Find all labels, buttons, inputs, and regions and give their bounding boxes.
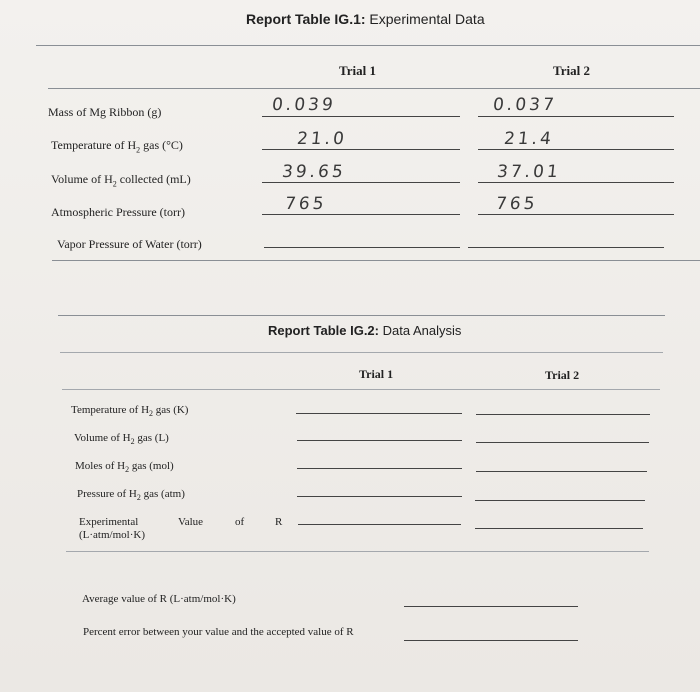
- table1-mass-trial1-line: [262, 116, 460, 117]
- table1-temp-trial1-line: [262, 149, 460, 150]
- table2-exp-r-label: R: [275, 516, 283, 528]
- table2-top-rule: [58, 315, 665, 316]
- table2-exp-r-label: of: [235, 516, 245, 528]
- table1-volume-trial1-line: [262, 182, 460, 183]
- table1-bottom-rule: [52, 260, 700, 261]
- percent-error-line: [404, 640, 578, 641]
- table1-temp-trial2-line: [478, 149, 674, 150]
- table2-row-label: Pressure of $H_2$ gas (atm): [77, 488, 185, 503]
- percent-error-label: Percent error between your value and the accepted value of R: [83, 626, 354, 638]
- table2-trial1-header: Trial 1: [359, 367, 394, 381]
- table2-exp-r-trial1-line: [298, 524, 461, 525]
- table1-row-label: Mass of Mg Ribbon (g): [48, 105, 162, 119]
- table1-volume-trial1-value: 39.65: [280, 162, 347, 182]
- average-r-label: Average value of R (L·atm/mol·K): [82, 593, 236, 605]
- table1-row-label: Vapor Pressure of Water (torr): [57, 237, 202, 251]
- table1-volume-trial2-value: 37.01: [495, 162, 562, 182]
- table1-row-label: Atmospheric Pressure (torr): [51, 205, 185, 219]
- table1-mass-trial2-value: 0.037: [491, 95, 558, 115]
- table2-exp-r-label: Value: [178, 516, 204, 528]
- table1-atm-trial2-line: [478, 214, 674, 215]
- table1-title: Report Table IG.1: Experimental Data: [246, 11, 485, 27]
- table2-tempK-trial2-line: [476, 414, 650, 415]
- table2-exp-r-trial2-line: [475, 528, 643, 529]
- table1-atm-trial1-value: 765: [283, 194, 328, 214]
- table1-top-rule: [36, 45, 700, 46]
- table1-row-label: Temperature of $H_2$ gas (°C): [51, 138, 183, 155]
- table2-exp-r-units: (L·atm/mol·K): [79, 529, 145, 541]
- table1-volume-trial2-line: [478, 182, 674, 183]
- table1-temp-trial2-value: 21.4: [502, 129, 555, 149]
- table2-header-rule: [62, 389, 660, 390]
- table1-temp-trial1-value: 21.0: [295, 129, 348, 149]
- table1-trial1-header: Trial 1: [339, 63, 376, 78]
- table1-row-label: Volume of $H_2$ collected (mL): [51, 172, 191, 189]
- table2-pressure-trial1-line: [297, 496, 462, 497]
- table1-atm-trial2-value: 765: [494, 194, 539, 214]
- table2-moles-trial1-line: [297, 468, 462, 469]
- table1-mass-trial2-line: [478, 116, 674, 117]
- table1-trial2-header: Trial 2: [553, 63, 590, 78]
- table2-title-rule: [60, 352, 663, 353]
- table2-trial2-header: Trial 2: [545, 368, 580, 382]
- table2-exp-r-label: Experimental: [79, 516, 139, 528]
- table2-volumeL-trial2-line: [476, 442, 649, 443]
- table2-tempK-trial1-line: [296, 413, 462, 414]
- table2-row-label: Moles of $H_2$ gas (mol): [75, 460, 174, 475]
- table1-header-rule: [48, 88, 700, 89]
- table1-atm-trial1-line: [262, 214, 460, 215]
- table2-row-label: Temperature of $H_2$ gas (K): [71, 404, 189, 419]
- table2-title: Report Table IG.2: Data Analysis: [268, 323, 462, 338]
- table2-bottom-rule: [66, 551, 649, 552]
- table2-row-label: Volume of $H_2$ gas (L): [74, 432, 169, 447]
- table1-vapor-trial1-line: [264, 247, 460, 248]
- table2-volumeL-trial1-line: [297, 440, 462, 441]
- table1-vapor-trial2-line: [468, 247, 664, 248]
- table1-mass-trial1-value: 0.039: [270, 95, 337, 115]
- average-r-line: [404, 606, 578, 607]
- table2-pressure-trial2-line: [475, 500, 645, 501]
- table2-moles-trial2-line: [476, 471, 647, 472]
